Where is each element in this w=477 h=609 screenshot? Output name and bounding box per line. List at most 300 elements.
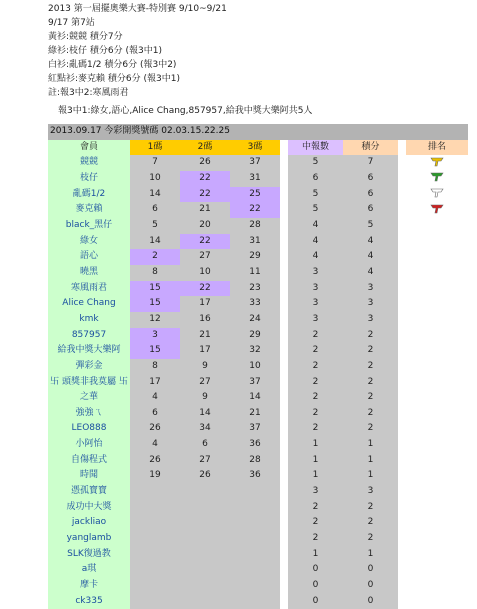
points-value: 3 <box>343 281 398 297</box>
col-hits-header: 中報數 <box>288 140 343 156</box>
table-row <box>48 484 468 500</box>
table-row <box>48 312 468 328</box>
rank-cell <box>406 578 468 594</box>
col-member-header: 會員 <box>48 140 130 156</box>
table-row <box>48 375 468 391</box>
stage-label: 9/17 第7站 <box>48 18 95 28</box>
rank-cell <box>406 328 468 344</box>
column-gap <box>398 171 406 187</box>
column-gap <box>280 202 288 218</box>
points-value: 2 <box>343 343 398 359</box>
rank-cell <box>406 249 468 265</box>
hits-count: 0 <box>288 578 343 594</box>
column-gap <box>398 249 406 265</box>
pick-1 <box>130 500 180 516</box>
column-gap <box>280 437 288 453</box>
column-gap <box>280 484 288 500</box>
column-gap <box>280 453 288 469</box>
points-value: 4 <box>343 265 398 281</box>
column-gap <box>280 296 288 312</box>
column-gap <box>280 140 288 156</box>
green-jersey-text: 綠衫:枝仔 積分6分 (報3中1) <box>48 46 162 56</box>
table-row <box>48 202 468 218</box>
column-gap <box>398 531 406 547</box>
column-gap <box>398 343 406 359</box>
table-row <box>48 547 468 563</box>
col-rank-header: 排名 <box>406 140 468 156</box>
points-value: 3 <box>343 296 398 312</box>
member-name: 語心 <box>48 249 130 265</box>
table-row <box>48 328 468 344</box>
points-value: 2 <box>343 515 398 531</box>
pick-2 <box>180 594 230 609</box>
pick-3: 25 <box>230 187 280 203</box>
table-row <box>48 531 468 547</box>
points-value: 6 <box>343 187 398 203</box>
pick-3: 33 <box>230 296 280 312</box>
table-row <box>48 578 468 594</box>
pick-3 <box>230 594 280 609</box>
column-gap <box>398 375 406 391</box>
column-gap <box>280 468 288 484</box>
yellow-jersey-text: 黃衫:競競 積分7分 <box>48 32 123 42</box>
column-gap <box>280 281 288 297</box>
member-name: 857957 <box>48 328 130 344</box>
pick-1: 6 <box>130 202 180 218</box>
rank-cell <box>406 421 468 437</box>
table-row <box>48 249 468 265</box>
points-value: 2 <box>343 328 398 344</box>
hits-count: 6 <box>288 171 343 187</box>
member-name: 強強ㄟ <box>48 406 130 422</box>
points-value: 0 <box>343 594 398 609</box>
pick-3 <box>230 484 280 500</box>
note-text: 註:報3中2:寒風雨君 <box>48 88 129 98</box>
pick-3 <box>230 547 280 563</box>
pick-1: 12 <box>130 312 180 328</box>
column-gap <box>398 594 406 609</box>
table-row <box>48 281 468 297</box>
winners-text: 報3中1:綠女,語心,Alice Chang,857957,給我中獎大樂阿共5人 <box>58 106 313 116</box>
pick-2: 22 <box>180 171 230 187</box>
column-gap <box>280 375 288 391</box>
col-3-header: 3碼 <box>230 140 280 156</box>
member-name: 給我中獎大樂阿 <box>48 343 130 359</box>
pick-1: 14 <box>130 234 180 250</box>
table-row <box>48 234 468 250</box>
pick-2 <box>180 500 230 516</box>
pick-1 <box>130 484 180 500</box>
hits-count: 0 <box>288 594 343 609</box>
pick-2: 17 <box>180 296 230 312</box>
pick-3: 31 <box>230 171 280 187</box>
hits-count: 2 <box>288 515 343 531</box>
pick-2: 9 <box>180 359 230 375</box>
rank-cell <box>406 547 468 563</box>
member-name: 小阿怡 <box>48 437 130 453</box>
hits-count: 3 <box>288 296 343 312</box>
table-row <box>48 437 468 453</box>
jersey-icon <box>430 204 444 214</box>
column-gap <box>398 547 406 563</box>
column-gap <box>398 155 406 171</box>
hits-count: 4 <box>288 218 343 234</box>
pick-2: 26 <box>180 468 230 484</box>
column-gap <box>398 265 406 281</box>
rank-cell <box>406 453 468 469</box>
points-value: 2 <box>343 406 398 422</box>
pick-3: 28 <box>230 218 280 234</box>
rank-cell <box>406 218 468 234</box>
jersey-icon <box>430 157 444 167</box>
points-value: 4 <box>343 249 398 265</box>
member-name: jackliao <box>48 515 130 531</box>
hits-count: 0 <box>288 562 343 578</box>
points-value: 2 <box>343 421 398 437</box>
hits-count: 5 <box>288 155 343 171</box>
hits-count: 5 <box>288 187 343 203</box>
member-name: a琪 <box>48 562 130 578</box>
column-gap <box>280 187 288 203</box>
member-name: 卐 頭獎非我莫屬 卐 <box>48 375 130 391</box>
pick-2: 14 <box>180 406 230 422</box>
table-row <box>48 468 468 484</box>
rank-cell <box>406 187 468 203</box>
points-value: 2 <box>343 500 398 516</box>
rank-cell <box>406 343 468 359</box>
hits-count: 2 <box>288 343 343 359</box>
hits-count: 2 <box>288 390 343 406</box>
column-gap <box>280 594 288 609</box>
pick-3 <box>230 562 280 578</box>
points-value: 2 <box>343 375 398 391</box>
pick-1 <box>130 578 180 594</box>
rank-cell <box>406 484 468 500</box>
member-name: Alice Chang <box>48 296 130 312</box>
rank-cell <box>406 359 468 375</box>
column-gap <box>280 249 288 265</box>
pick-2: 10 <box>180 265 230 281</box>
white-jersey-text: 白衫:亂碼1/2 積分6分 (報3中2) <box>48 60 177 70</box>
pick-1 <box>130 515 180 531</box>
hits-count: 2 <box>288 531 343 547</box>
points-value: 0 <box>343 578 398 594</box>
polka-jersey-text: 紅點衫:麥克賴 積分6分 (報3中1) <box>48 74 180 84</box>
column-gap <box>398 578 406 594</box>
pick-2: 21 <box>180 328 230 344</box>
pick-1: 4 <box>130 390 180 406</box>
pick-1: 6 <box>130 406 180 422</box>
pick-3: 24 <box>230 312 280 328</box>
jersey-icon <box>430 188 444 198</box>
column-gap <box>280 547 288 563</box>
rank-cell <box>406 312 468 328</box>
rank-cell <box>406 375 468 391</box>
pick-2 <box>180 515 230 531</box>
table-row <box>48 453 468 469</box>
pick-2: 22 <box>180 187 230 203</box>
pick-1: 8 <box>130 265 180 281</box>
pick-2 <box>180 578 230 594</box>
column-gap <box>398 390 406 406</box>
pick-1 <box>130 594 180 609</box>
jersey-icon <box>430 172 444 182</box>
rank-cell <box>406 155 468 171</box>
table-row <box>48 171 468 187</box>
rank-cell <box>406 594 468 609</box>
pick-3: 37 <box>230 155 280 171</box>
pick-1: 26 <box>130 453 180 469</box>
rank-cell <box>406 562 468 578</box>
member-name: 時聞 <box>48 468 130 484</box>
column-gap <box>280 390 288 406</box>
pick-1: 14 <box>130 187 180 203</box>
column-gap <box>280 234 288 250</box>
results-table <box>48 124 468 609</box>
column-gap <box>398 328 406 344</box>
pick-2: 27 <box>180 453 230 469</box>
pick-1 <box>130 562 180 578</box>
pick-2: 22 <box>180 281 230 297</box>
rank-cell <box>406 265 468 281</box>
table-row <box>48 359 468 375</box>
pick-3: 11 <box>230 265 280 281</box>
column-gap <box>280 343 288 359</box>
column-gap <box>280 562 288 578</box>
pick-3 <box>230 531 280 547</box>
page-title: 2013 第一屆擺奧樂大賽-特別賽 9/10~9/21 <box>48 4 227 14</box>
table-row <box>48 343 468 359</box>
pick-1: 10 <box>130 171 180 187</box>
table-row <box>48 515 468 531</box>
rank-cell <box>406 468 468 484</box>
pick-3: 23 <box>230 281 280 297</box>
pick-3: 36 <box>230 437 280 453</box>
pick-2: 21 <box>180 202 230 218</box>
pick-3 <box>230 578 280 594</box>
member-name: 之華 <box>48 390 130 406</box>
points-value: 6 <box>343 171 398 187</box>
hits-count: 2 <box>288 406 343 422</box>
hits-count: 1 <box>288 453 343 469</box>
rank-cell <box>406 437 468 453</box>
pick-2: 26 <box>180 155 230 171</box>
pick-2: 9 <box>180 390 230 406</box>
column-gap <box>280 171 288 187</box>
column-gap <box>398 421 406 437</box>
hits-count: 4 <box>288 234 343 250</box>
pick-3: 29 <box>230 249 280 265</box>
column-gap <box>398 140 406 156</box>
column-gap <box>398 562 406 578</box>
pick-3 <box>230 500 280 516</box>
column-gap <box>398 187 406 203</box>
pick-1: 17 <box>130 375 180 391</box>
pick-1: 2 <box>130 249 180 265</box>
pick-3: 14 <box>230 390 280 406</box>
member-name: black_黑仔 <box>48 218 130 234</box>
pick-1: 8 <box>130 359 180 375</box>
rank-cell <box>406 171 468 187</box>
pick-1: 19 <box>130 468 180 484</box>
col-2-header: 2碼 <box>180 140 230 156</box>
rank-cell <box>406 296 468 312</box>
hits-count: 5 <box>288 202 343 218</box>
member-name: yanglamb <box>48 531 130 547</box>
column-gap <box>280 155 288 171</box>
rank-cell <box>406 202 468 218</box>
pick-1: 4 <box>130 437 180 453</box>
hits-count: 2 <box>288 359 343 375</box>
column-gap <box>398 312 406 328</box>
column-gap <box>398 484 406 500</box>
pick-1: 26 <box>130 421 180 437</box>
member-name: 曉黑 <box>48 265 130 281</box>
column-gap <box>280 406 288 422</box>
column-gap <box>280 500 288 516</box>
points-value: 0 <box>343 562 398 578</box>
pick-1: 7 <box>130 155 180 171</box>
member-name: SLK復過教 <box>48 547 130 563</box>
draw-caption: 2013.09.17 今彩開獎號碼 02.03.15.22.25 <box>48 124 468 140</box>
member-name: 競競 <box>48 155 130 171</box>
pick-3: 28 <box>230 453 280 469</box>
column-gap <box>398 437 406 453</box>
table-row <box>48 265 468 281</box>
points-value: 5 <box>343 218 398 234</box>
hits-count: 2 <box>288 328 343 344</box>
pick-2 <box>180 547 230 563</box>
pick-2: 20 <box>180 218 230 234</box>
points-value: 2 <box>343 531 398 547</box>
table-row <box>48 421 468 437</box>
pick-3: 21 <box>230 406 280 422</box>
rank-cell <box>406 406 468 422</box>
member-name: 彈彩金 <box>48 359 130 375</box>
pick-1: 15 <box>130 296 180 312</box>
column-gap <box>398 218 406 234</box>
member-name: 憑孤寶寶 <box>48 484 130 500</box>
points-value: 6 <box>343 202 398 218</box>
pick-2: 6 <box>180 437 230 453</box>
member-name: ck335 <box>48 594 130 609</box>
pick-3: 37 <box>230 375 280 391</box>
pick-1: 15 <box>130 281 180 297</box>
rank-cell <box>406 390 468 406</box>
table-row <box>48 218 468 234</box>
hits-count: 2 <box>288 375 343 391</box>
member-name: kmk <box>48 312 130 328</box>
member-name: 枝仔 <box>48 171 130 187</box>
table-row <box>48 500 468 516</box>
column-gap <box>398 359 406 375</box>
hits-count: 1 <box>288 468 343 484</box>
pick-3: 36 <box>230 468 280 484</box>
column-gap <box>280 218 288 234</box>
member-name: 亂碼1/2 <box>48 187 130 203</box>
column-gap <box>398 515 406 531</box>
table-row <box>48 562 468 578</box>
column-gap <box>398 234 406 250</box>
pick-1: 5 <box>130 218 180 234</box>
col-points-header: 積分 <box>343 140 398 156</box>
pick-3: 22 <box>230 202 280 218</box>
pick-2: 34 <box>180 421 230 437</box>
points-value: 1 <box>343 547 398 563</box>
pick-2: 16 <box>180 312 230 328</box>
pick-3: 29 <box>230 328 280 344</box>
rank-cell <box>406 234 468 250</box>
points-value: 1 <box>343 468 398 484</box>
pick-1: 15 <box>130 343 180 359</box>
column-gap <box>280 312 288 328</box>
pick-3 <box>230 515 280 531</box>
column-gap <box>280 359 288 375</box>
column-gap <box>280 578 288 594</box>
table-row <box>48 296 468 312</box>
member-name: 摩卡 <box>48 578 130 594</box>
hits-count: 3 <box>288 484 343 500</box>
points-value: 2 <box>343 359 398 375</box>
table-row <box>48 406 468 422</box>
pick-3: 32 <box>230 343 280 359</box>
pick-2 <box>180 484 230 500</box>
table-row <box>48 594 468 609</box>
member-name: 綠女 <box>48 234 130 250</box>
points-value: 1 <box>343 437 398 453</box>
pick-1 <box>130 547 180 563</box>
points-value: 2 <box>343 390 398 406</box>
member-name: 麥克賴 <box>48 202 130 218</box>
pick-1 <box>130 531 180 547</box>
col-1-header: 1碼 <box>130 140 180 156</box>
pick-2: 22 <box>180 234 230 250</box>
column-gap <box>280 515 288 531</box>
rank-cell <box>406 531 468 547</box>
pick-3: 31 <box>230 234 280 250</box>
column-gap <box>398 406 406 422</box>
hits-count: 4 <box>288 249 343 265</box>
member-name: 寒風雨君 <box>48 281 130 297</box>
column-gap <box>280 265 288 281</box>
hits-count: 2 <box>288 421 343 437</box>
member-name: 成功中大獎 <box>48 500 130 516</box>
table-row <box>48 390 468 406</box>
points-value: 3 <box>343 484 398 500</box>
column-gap <box>398 453 406 469</box>
member-name: LEO888 <box>48 421 130 437</box>
hits-count: 3 <box>288 312 343 328</box>
pick-2: 27 <box>180 375 230 391</box>
column-gap <box>280 328 288 344</box>
hits-count: 2 <box>288 500 343 516</box>
pick-3: 37 <box>230 421 280 437</box>
rank-cell <box>406 500 468 516</box>
pick-1: 3 <box>130 328 180 344</box>
points-value: 4 <box>343 234 398 250</box>
column-gap <box>398 468 406 484</box>
points-value: 1 <box>343 453 398 469</box>
column-gap <box>398 296 406 312</box>
pick-2: 17 <box>180 343 230 359</box>
pick-2: 27 <box>180 249 230 265</box>
rank-cell <box>406 515 468 531</box>
hits-count: 1 <box>288 437 343 453</box>
pick-2 <box>180 531 230 547</box>
hits-count: 3 <box>288 265 343 281</box>
column-gap <box>280 531 288 547</box>
member-name: 自傷程式 <box>48 453 130 469</box>
